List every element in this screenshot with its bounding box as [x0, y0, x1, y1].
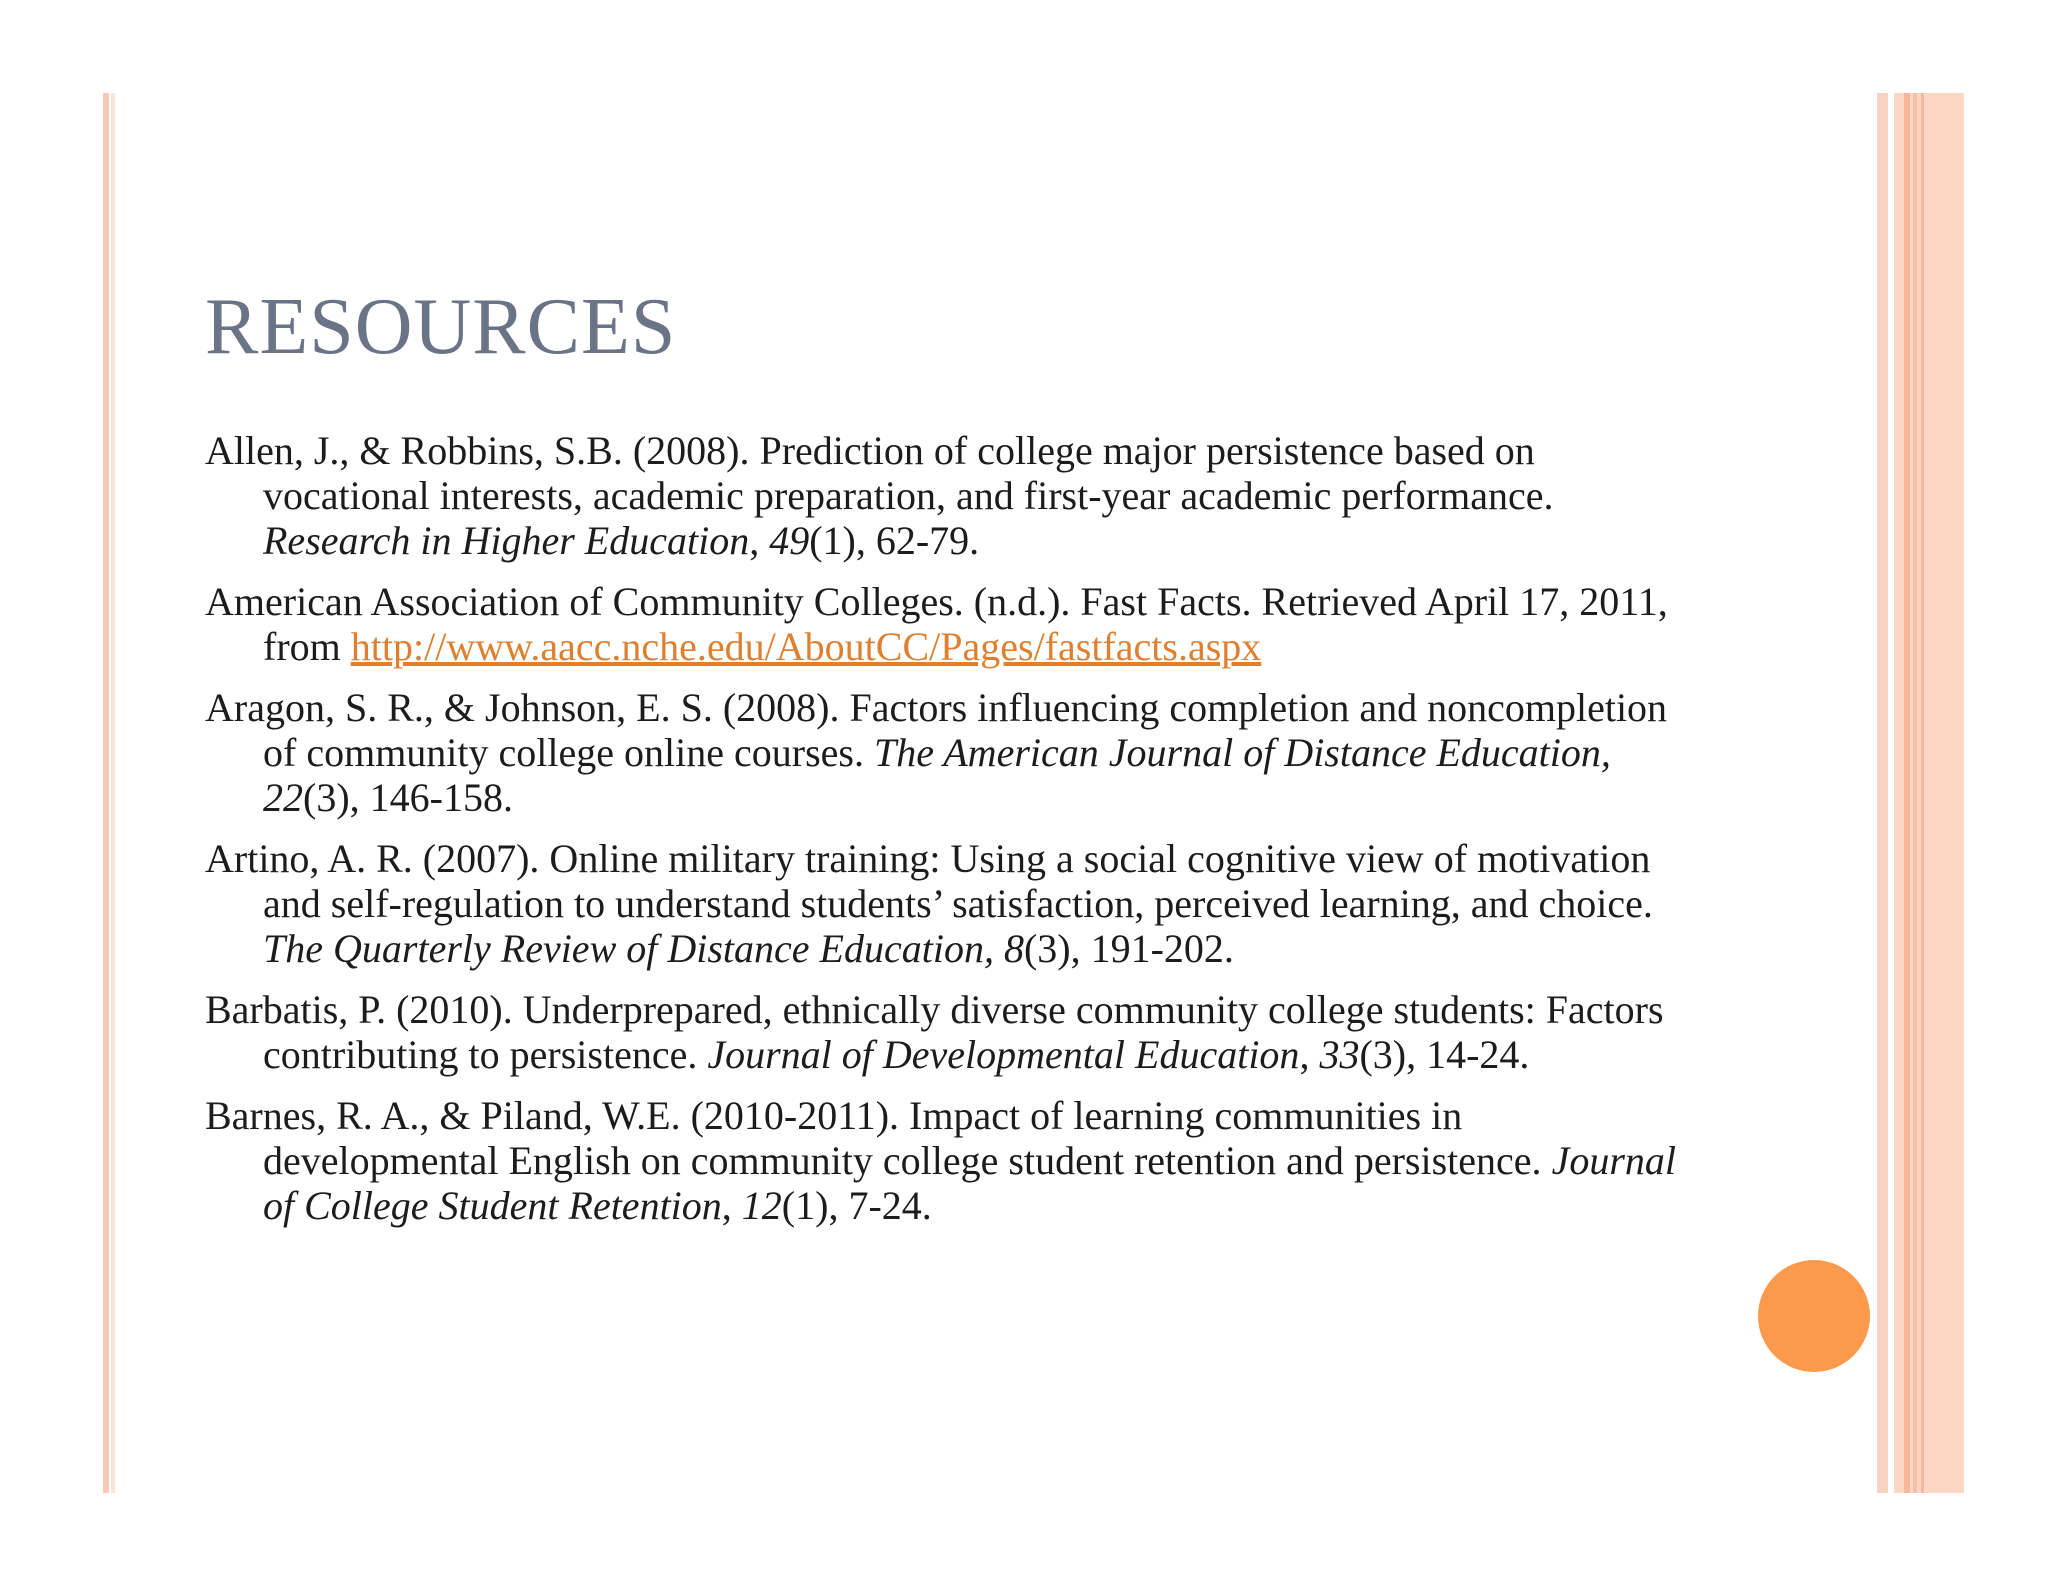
journal-title: The Quarterly Review of Distance Education,: [263, 926, 1004, 971]
right-border-line: [1904, 93, 1910, 1493]
reference-text: Aragon, S. R., & Johnson, E. S. (2008). Factors influencing completion and noncompletion of community college online courses.: [205, 685, 1668, 775]
journal-title: Journal of College Student Retention: [263, 1138, 1676, 1228]
reference-text: Allen, J., & Robbins, S.B. (2008). Prediction of college major persistence based on vocational interests, academic preparation, and first-year academic performance.: [205, 428, 1554, 518]
reference-item-aragon: [205, 685, 1705, 820]
journal-title: The American Journal of Distance Education,: [873, 730, 1611, 775]
reference-separator: ,: [721, 1183, 742, 1228]
decorative-orange-circle: [1758, 1260, 1870, 1372]
journal-title: Research in Higher Education: [263, 518, 750, 563]
fastfacts-link[interactable]: http://www.aacc.nche.edu/AboutCC/Pages/fastfacts.aspx: [350, 624, 1262, 669]
reference-issue-pages: (3), 14-24.: [1359, 1032, 1530, 1077]
reference-item-artino: [205, 836, 1705, 971]
right-border-stripe: [1877, 93, 1888, 1493]
journal-volume: 8: [1003, 926, 1024, 971]
reference-item-aacc: [205, 579, 1705, 669]
reference-issue-pages: (1), 62-79.: [809, 518, 980, 563]
right-border-line: [1913, 93, 1917, 1493]
reference-text: Barnes, R. A., & Piland, W.E. (2010-2011). Impact of learning communities in developmental English on community college student retention and persistence.: [205, 1093, 1552, 1183]
left-border-stripe-inner: [111, 93, 115, 1493]
reference-item-barnes: [205, 1093, 1705, 1228]
reference-issue-pages: (1), 7-24.: [781, 1183, 932, 1228]
reference-issue-pages: (3), 146-158.: [303, 775, 513, 820]
journal-volume: 49: [769, 518, 810, 563]
journal-volume: 33: [1319, 1032, 1360, 1077]
left-border-stripe: [103, 93, 109, 1493]
reference-separator: ,: [1299, 1032, 1320, 1077]
reference-text: Barbatis, P. (2010). Underprepared, ethnically diverse community college students: Factors contributing to persistence.: [205, 987, 1664, 1077]
reference-text: Artino, A. R. (2007). Online military training: Using a social cognitive view of motivation and self-regulation to understand students’ satisfaction, perceived learning, and choice.: [205, 836, 1653, 926]
journal-volume: 22: [263, 775, 303, 820]
slide-title: RESOURCES: [205, 283, 677, 371]
reference-separator: ,: [749, 518, 770, 563]
journal-title: Journal of Developmental Education: [707, 1032, 1300, 1077]
reference-item-allen: [205, 428, 1705, 563]
reference-text: American Association of Community Colleges. (n.d.). Fast Facts. Retrieved April 17, 2011, from: [205, 579, 1668, 669]
reference-issue-pages: (3), 191-202.: [1023, 926, 1234, 971]
reference-item-barbatis: [205, 987, 1705, 1077]
reference-list: [205, 428, 1705, 1244]
journal-volume: 12: [741, 1183, 782, 1228]
right-border-line: [1921, 93, 1924, 1493]
